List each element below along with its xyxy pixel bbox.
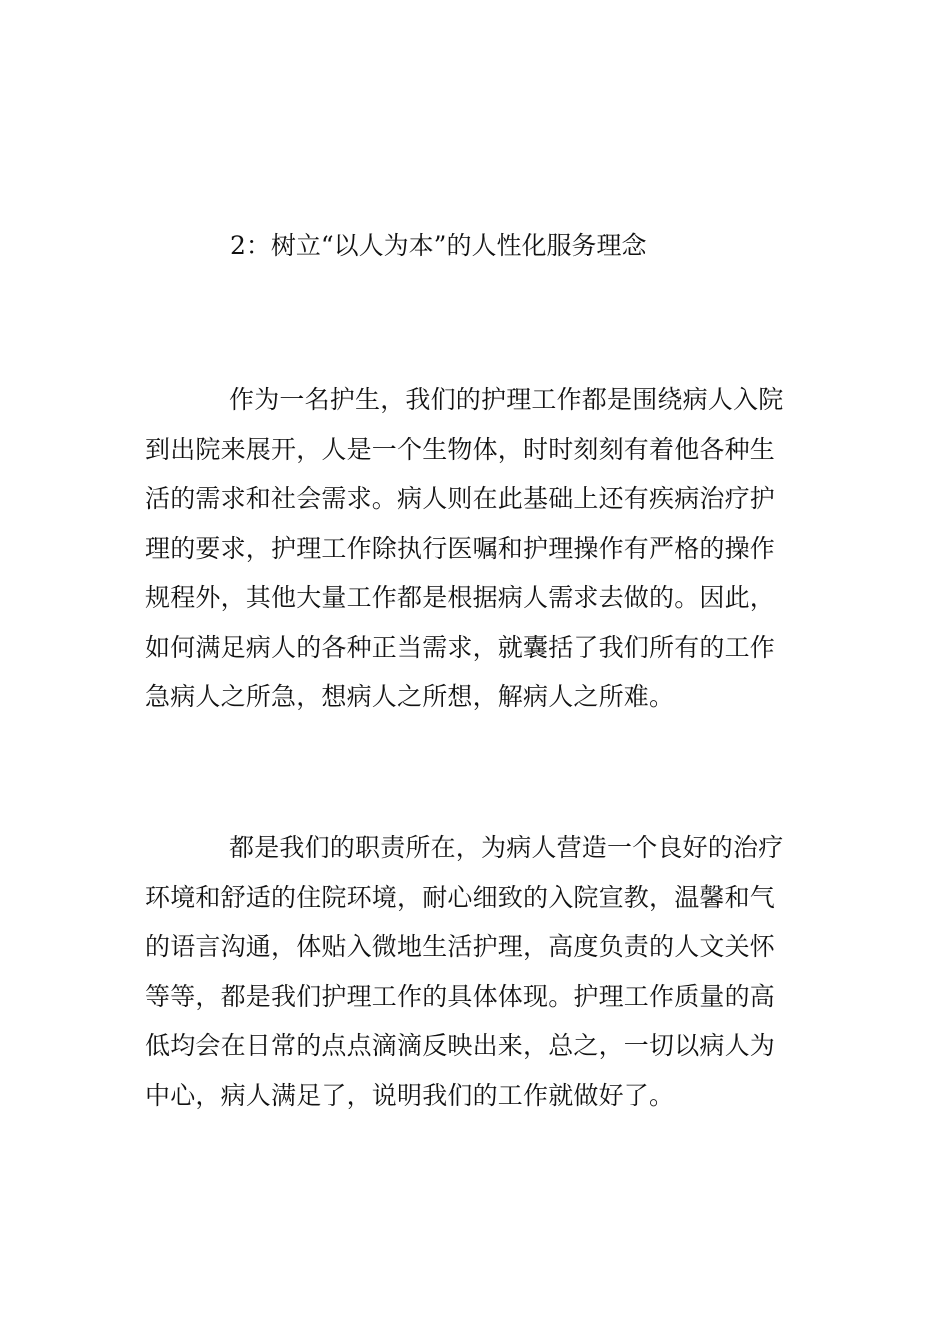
paragraph-line: 的语言沟通，体贴入微地生活护理，高度负责的人文关怀 — [145, 932, 776, 961]
paragraph-line: 低均会在日常的点点滴滴反映出来，总之，一切以病人为 — [145, 1031, 776, 1060]
paragraph-line: 作为一名护生，我们的护理工作都是围绕病人入院 — [229, 385, 784, 414]
paragraph-line: 规程外，其他大量工作都是根据病人需求去做的。因此， — [145, 583, 776, 612]
paragraph-1 — [145, 375, 807, 722]
paragraph-line: 环境和舒适的住院环境，耐心细致的入院宣教，温馨和气 — [145, 882, 776, 912]
paragraph-line: 如何满足病人的各种正当需求，就囊括了我们所有的工作 — [145, 632, 776, 662]
paragraph-line: 理的要求，护理工作除执行医嘱和护理操作有严格的操作 — [145, 533, 776, 563]
paragraph-line: 活的需求和社会需求。病人则在此基础上还有疾病治疗护 — [145, 484, 776, 513]
paragraph-line: 等等，都是我们护理工作的具体体现。护理工作质量的高 — [145, 981, 776, 1011]
paragraph-line: 到出院来展开，人是一个生物体，时时刻刻有着他各种生 — [145, 434, 776, 464]
section-heading: 2：树立“以人为本”的人性化服务理念 — [230, 231, 647, 260]
paragraph-2 — [145, 823, 807, 1120]
paragraph-line: 中心，病人满足了，说明我们的工作就做好了。 — [145, 1080, 675, 1110]
paragraph-line: 急病人之所急，想病人之所想，解病人之所难。 — [145, 682, 675, 711]
paragraph-line: 都是我们的职责所在，为病人营造一个良好的治疗 — [229, 833, 784, 862]
